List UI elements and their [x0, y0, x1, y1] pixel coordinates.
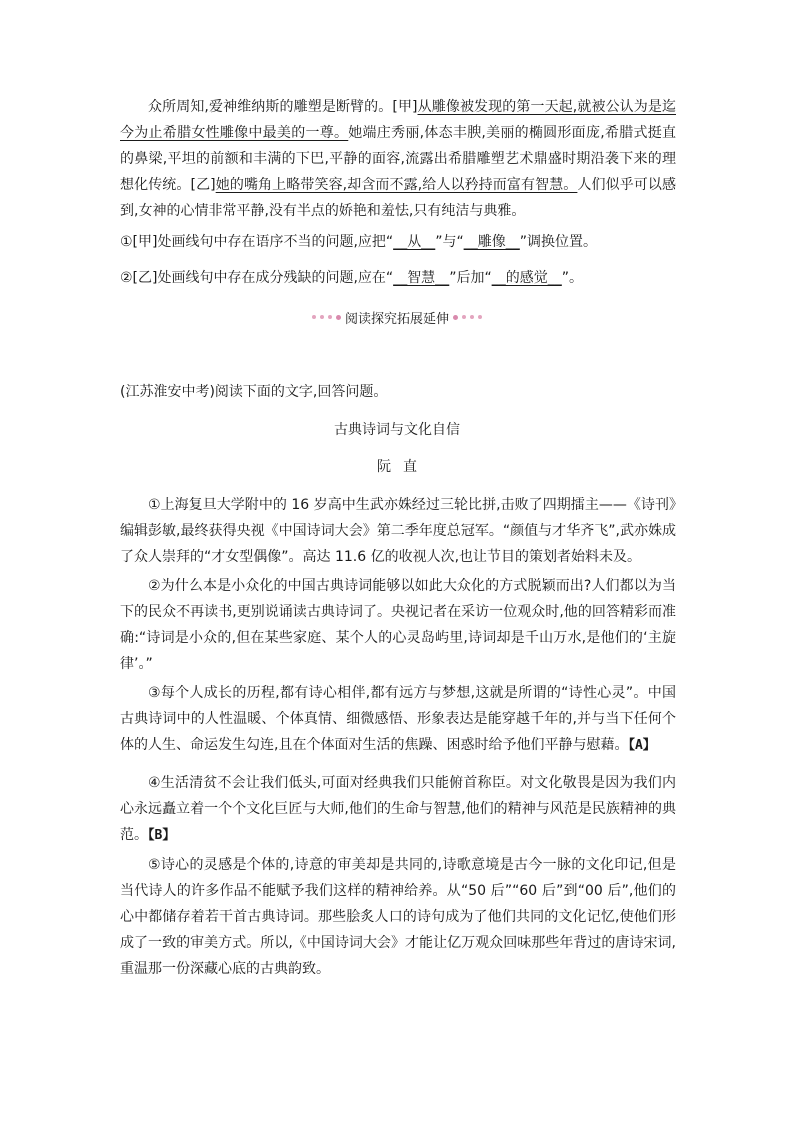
q2-answer-2: __的感觉__ [491, 270, 562, 286]
intro-sentence-1: 众所周知,爱神维纳斯的雕塑是断臂的。 [148, 99, 393, 115]
yi-tag: [乙] [190, 177, 216, 193]
section-banner [300, 306, 494, 328]
question-2 [120, 267, 680, 289]
q1-suffix: ”调换位置。 [519, 234, 597, 250]
intro-sentence-2: 她端庄秀丽,体态丰腴,美丽的椭圆形面庞,希腊式挺直的鼻梁,平坦的前额和丰满的下巴,平静的面容,流露出希腊雕塑艺术鼎盛时期沿袭下来的理想化传统。 [120, 125, 676, 193]
q2-answer-1: __智慧__ [393, 270, 450, 286]
question-1 [120, 231, 680, 253]
intro-sentence-3: 人们似乎可以感到,女神的心情非常平静,没有半点的娇艳和羞怯,只有纯洁与典雅。 [120, 177, 677, 219]
q1-answer-1: __从__ [393, 234, 436, 250]
article-title: 古典诗词与文化自信 [334, 422, 460, 438]
q1-mid: ”与“ [435, 234, 464, 250]
intro-paragraph [120, 94, 676, 224]
insert-mark-b: 【B】 [148, 828, 176, 843]
banner-left-dots [312, 315, 341, 320]
article-paragraph-4-text: ④生活清贫不会让我们低头,可面对经典我们只能俯首称臣。对文化敬畏是因为我们内心永远矗立着一个个文化巨匠与大师,他们的生命与智慧,他们的精神与风范是民族精神的典范。 [120, 775, 676, 843]
q2-mid: ”后加“ [449, 270, 492, 286]
q1-prefix: ①[甲]处画线句中存在语序不当的问题,应把“ [120, 234, 394, 250]
q2-suffix: ”。 [561, 270, 583, 286]
banner-right-dots [453, 315, 482, 320]
article-paragraph-1: ①上海复旦大学附中的 16 岁高中生武亦姝经过三轮比拼,击败了四期擂主——《诗刊》编辑彭敏,最终获得央视《中国诗词大会》第二季年度总冠军。“颜值与才华齐飞”,武亦姝成了众人崇拜的“才女型偶像”。高达 11.6 亿的收视人次,也让节目的策划者始料未及。 [120, 497, 676, 565]
article-paragraph-5: ⑤诗心的灵感是个体的,诗意的审美却是共同的,诗歌意境是古今一脉的文化印记,但是当代诗人的许多作品不能赋予我们这样的精神给养。从“50 后”“60 后”到“00 后”,他们的心中都储存着若干首古典诗词。那些脍炙人口的诗句成为了他们共同的文化记忆,使他们形成了一致的审美方式。所以,《中国诗词大会》才能让亿万观众回味那些年背过的唐诗宋词,重温那一份深藏心底的古典韵致。 [120, 857, 676, 977]
article-paragraph-4 [120, 770, 676, 849]
banner-title: 阅读探究拓展延伸 [344, 311, 449, 327]
jia-underlined-sentence: 从雕像被发现的第一天起,就被公认为是迄今为止希腊女性雕像中最美的一尊。 [120, 99, 676, 141]
insert-mark-a: 【A】 [628, 738, 656, 753]
jia-tag: [甲] [392, 99, 418, 115]
source-note: (江苏淮安中考)阅读下面的文字,回答问题。 [120, 384, 388, 400]
article-paragraph-2: ②为什么本是小众化的中国古典诗词能够以如此大众化的方式脱颖而出?人们都以为当下的民众不再读书,更别说诵读古典诗词了。央视记者在采访一位观众时,他的回答精彩而准确:“诗词是小众的,但在某些家庭、某个人的心灵岛屿里,诗词却是千山万水,是他们的‘主旋律’。” [120, 578, 676, 672]
article-paragraph-3 [120, 680, 676, 759]
q2-prefix: ②[乙]处画线句中存在成分残缺的问题,应在“ [120, 270, 394, 286]
article-paragraph-3-text: ③每个人成长的历程,都有诗心相伴,都有远方与梦想,这就是所谓的“诗性心灵”。中国古典诗词中的人性温暖、个体真情、细微感悟、形象表达是能穿越千年的,并与当下任何个体的人生、命运发生勾连,且在个体面对生活的焦躁、困惑时给予他们平静与慰藉。 [120, 685, 676, 753]
article-author: 阮直 [377, 459, 429, 475]
q1-answer-2: __雕像__ [463, 234, 520, 250]
yi-underlined-sentence: 她的嘴角上略带笑容,却含而不露,给人以矜持而富有智慧。 [215, 177, 578, 193]
